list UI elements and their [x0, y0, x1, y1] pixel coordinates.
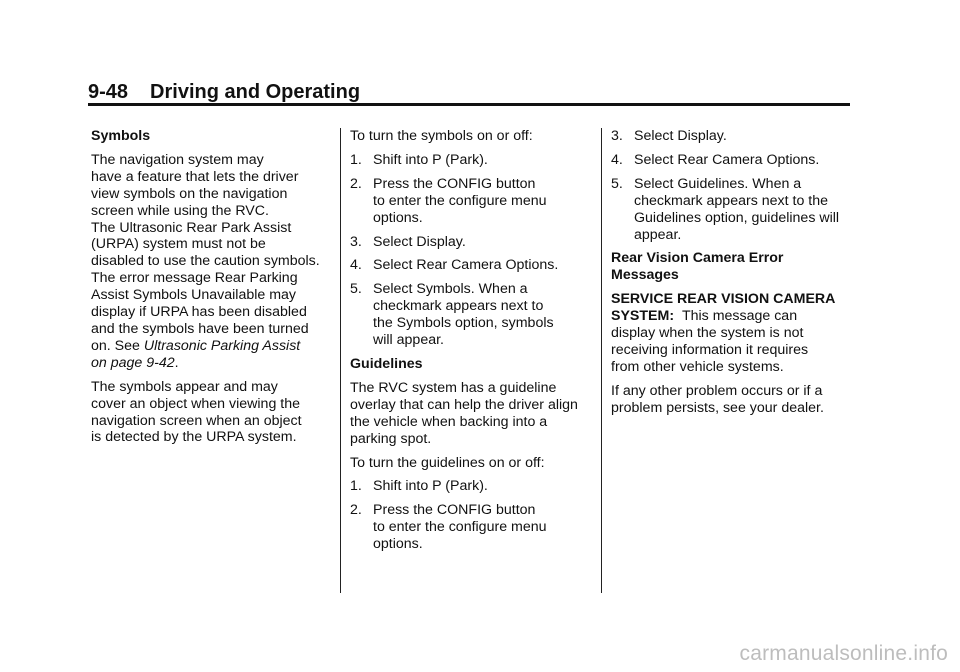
column-divider-2 — [601, 128, 602, 593]
line: Guidelines option, guidelines will — [634, 209, 840, 226]
line: appear. — [634, 226, 682, 243]
step-text — [373, 152, 592, 169]
list-item — [350, 257, 592, 274]
list-item — [611, 152, 855, 169]
line: overlay that can help the driver align — [350, 396, 578, 413]
header-rule — [88, 103, 850, 106]
line: (URPA) system must not be — [91, 236, 266, 253]
step-text — [373, 281, 592, 349]
line: to enter the configure menu — [373, 519, 547, 536]
line: parking spot. — [350, 430, 432, 447]
line: display when the system is not — [611, 325, 804, 342]
line: the Symbols option, symbols — [373, 315, 554, 332]
step-text — [634, 176, 855, 244]
guidelines-paragraph — [350, 380, 592, 448]
step-text — [373, 234, 592, 251]
symbols-paragraph-2 — [91, 379, 331, 447]
line: Assist Symbols Unavailable may — [91, 287, 297, 304]
list-item — [350, 281, 592, 349]
line: This message can — [681, 308, 798, 325]
line: The error message Rear Parking — [91, 270, 298, 287]
column-3 — [611, 128, 855, 424]
line: Shift into P (Park). — [373, 151, 488, 168]
line: checkmark appears next to — [373, 298, 544, 315]
line: cover an object when viewing the — [91, 395, 300, 412]
message-label: SERVICE REAR VISION CAMERA — [611, 291, 836, 308]
line: receiving information it requires — [611, 341, 809, 358]
line: Rear Vision Camera Error — [611, 250, 784, 267]
line: screen while using the RVC. — [91, 202, 269, 219]
line: is detected by the URPA system. — [91, 429, 297, 446]
message-label: SYSTEM: — [611, 308, 675, 325]
step-text — [634, 152, 855, 169]
list-item — [611, 176, 855, 244]
symbols-intro: To turn the symbols on or off: — [350, 128, 533, 144]
line: checkmark appears next to the — [634, 192, 828, 209]
line: and the symbols have been turned — [91, 320, 309, 337]
line: The symbols appear and may — [91, 378, 278, 395]
step-number: 3. — [350, 233, 362, 250]
dealer-paragraph — [611, 383, 855, 417]
line: disabled to use the caution symbols. — [91, 253, 320, 270]
symbols-heading: Symbols — [91, 128, 151, 144]
step-number: 5. — [350, 281, 362, 298]
column-1 — [91, 128, 331, 453]
link-text: Ultrasonic Parking Assist — [143, 337, 301, 354]
list-item — [350, 176, 592, 227]
guidelines-heading: Guidelines — [350, 355, 423, 372]
line: options. — [373, 209, 423, 226]
line: The navigation system may — [91, 151, 264, 168]
period: . — [174, 354, 179, 371]
step-number: 2. — [350, 175, 362, 192]
symbols-paragraph — [91, 152, 331, 372]
list-item — [350, 478, 592, 495]
line: Messages — [611, 267, 679, 284]
step-number: 4. — [611, 151, 623, 168]
line: will appear. — [373, 332, 444, 349]
line: the vehicle when backing into a — [350, 413, 548, 430]
see-prefix: on. See — [91, 337, 144, 354]
step-number: 1. — [350, 151, 362, 168]
step-text — [373, 478, 592, 495]
step-number: 5. — [611, 175, 623, 192]
list-item — [611, 128, 855, 145]
line: Select Rear Camera Options. — [634, 151, 820, 168]
link-page: on page 9-42 — [91, 354, 175, 371]
line: problem persists, see your dealer. — [611, 399, 824, 416]
line: The RVC system has a guideline — [350, 379, 557, 396]
line: Select Symbols. When a — [373, 281, 528, 298]
line: Select Display. — [634, 128, 727, 144]
page-header — [88, 80, 360, 104]
step-number: 4. — [350, 257, 362, 274]
line: view symbols on the navigation — [91, 185, 288, 202]
page-number: 9-48 — [88, 81, 129, 103]
line: Shift into P (Park). — [373, 478, 488, 495]
column-divider-1 — [340, 128, 341, 593]
line: options. — [373, 536, 423, 553]
step-text — [373, 502, 592, 553]
step-text — [373, 176, 592, 227]
line: from other vehicle systems. — [611, 358, 784, 375]
line: Press the CONFIG button — [373, 502, 536, 519]
service-message-paragraph — [611, 291, 855, 376]
watermark: carmanualsonline.info — [739, 642, 948, 665]
line: display if URPA has been disabled — [91, 304, 307, 321]
line: Select Guidelines. When a — [634, 175, 802, 192]
step-number: 3. — [611, 128, 623, 144]
list-item — [350, 234, 592, 251]
line: Select Rear Camera Options. — [373, 257, 559, 274]
error-messages-heading — [611, 250, 855, 284]
line: to enter the configure menu — [373, 192, 547, 209]
list-item — [350, 502, 592, 553]
step-number: 1. — [350, 478, 362, 495]
line: The Ultrasonic Rear Park Assist — [91, 219, 292, 236]
step-number: 2. — [350, 502, 362, 519]
guidelines-intro: To turn the guidelines on or off: — [350, 454, 545, 471]
column-2 — [350, 128, 592, 560]
line: navigation screen when an object — [91, 412, 302, 429]
line: If any other problem occurs or if a — [611, 382, 823, 399]
line: have a feature that lets the driver — [91, 168, 299, 185]
step-text — [634, 128, 855, 145]
step-text — [373, 257, 592, 274]
line: Press the CONFIG button — [373, 175, 536, 192]
line: Select Display. — [373, 233, 466, 250]
list-item — [350, 152, 592, 169]
section-title: Driving and Operating — [150, 81, 361, 103]
